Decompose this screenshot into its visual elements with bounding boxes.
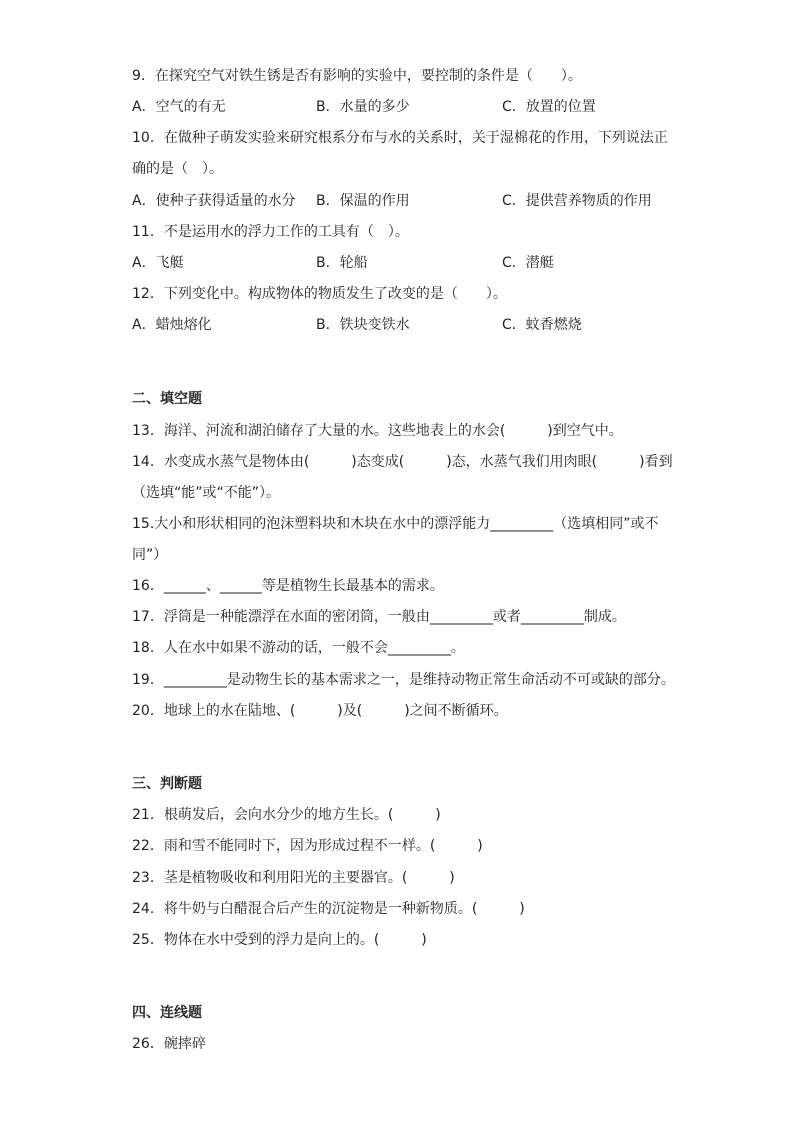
option-b: B．轮船 bbox=[316, 255, 368, 271]
question-21: 21．根萌发后，会向水分少的地方生长。( ) bbox=[132, 807, 441, 823]
question-26: 26．碗摔碎 bbox=[132, 1036, 206, 1052]
question-15-line-2: 同”） bbox=[132, 547, 168, 563]
question-11: 11．不是运用水的浮力工作的工具有（ ）。 bbox=[132, 224, 409, 240]
question-9-options bbox=[132, 97, 774, 117]
option-a: A．飞艇 bbox=[132, 255, 184, 271]
question-10-line-1: 10．在做种子萌发实验来研究根系分布与水的关系时，关于湿棉花的作用，下列说法正 bbox=[132, 130, 668, 146]
question-19: 19．_________是动物生长的基本需求之一，是维持动物正常生命活动不可或缺的部分。 bbox=[132, 672, 675, 688]
section-heading-fill-in: 二、填空题 bbox=[132, 391, 202, 407]
question-14-line-1: 14．水变成水蒸气是物体由( )态变成( )态，水蒸气我们用肉眼( )看到 bbox=[132, 454, 673, 470]
option-a: A．使种子获得适量的水分 bbox=[132, 193, 296, 209]
option-a: A．空气的有无 bbox=[132, 99, 226, 115]
question-14-line-2: （选填“能”或“不能”）。 bbox=[132, 485, 281, 501]
question-9: 9．在探究空气对铁生锈是否有影响的实验中，要控制的条件是（ ）。 bbox=[132, 68, 582, 84]
section-heading-matching: 四、连线题 bbox=[132, 1005, 202, 1021]
question-18: 18．人在水中如果不游动的话，一般不会_________。 bbox=[132, 640, 465, 656]
question-20: 20．地球上的水在陆地、( )及( )之间不断循环。 bbox=[132, 703, 508, 719]
question-12-options bbox=[132, 315, 774, 335]
option-b: B．保温的作用 bbox=[316, 193, 410, 209]
option-c: C．蚊香燃烧 bbox=[502, 317, 582, 333]
section-heading-true-false: 三、判断题 bbox=[132, 776, 202, 792]
question-13: 13．海洋、河流和湖泊储存了大量的水。这些地表上的水会( )到空气中。 bbox=[132, 423, 623, 439]
option-c: C．放置的位置 bbox=[502, 99, 596, 115]
question-25: 25．物体在水中受到的浮力是向上的。( ) bbox=[132, 932, 427, 948]
question-23: 23．茎是植物吸收和利用阳光的主要器官。( ) bbox=[132, 870, 455, 886]
option-c: C．潜艇 bbox=[502, 255, 554, 271]
question-17: 17．浮筒是一种能漂浮在水面的密闭筒，一般由_________或者_________制成。 bbox=[132, 609, 626, 625]
option-c: C．提供营养物质的作用 bbox=[502, 193, 652, 209]
option-a: A．蜡烛熔化 bbox=[132, 317, 212, 333]
question-22: 22．雨和雪不能同时下，因为形成过程不一样。( ) bbox=[132, 838, 483, 854]
option-b: B．水量的多少 bbox=[316, 99, 410, 115]
question-10-options bbox=[132, 191, 774, 211]
option-b: B．铁块变铁水 bbox=[316, 317, 410, 333]
question-12: 12．下列变化中。构成物体的物质发生了改变的是（ ）。 bbox=[132, 286, 507, 302]
question-11-options bbox=[132, 253, 774, 273]
question-24: 24．将牛奶与白醋混合后产生的沉淀物是一种新物质。( ) bbox=[132, 901, 525, 917]
question-15-line-1: 15.大小和形状相同的泡沫塑料块和木块在水中的漂浮能力_________（选填相同”或不 bbox=[132, 516, 659, 532]
question-16: 16．______、______等是植物生长最基本的需求。 bbox=[132, 578, 444, 594]
question-10-line-2: 确的是（ ）。 bbox=[132, 161, 223, 177]
